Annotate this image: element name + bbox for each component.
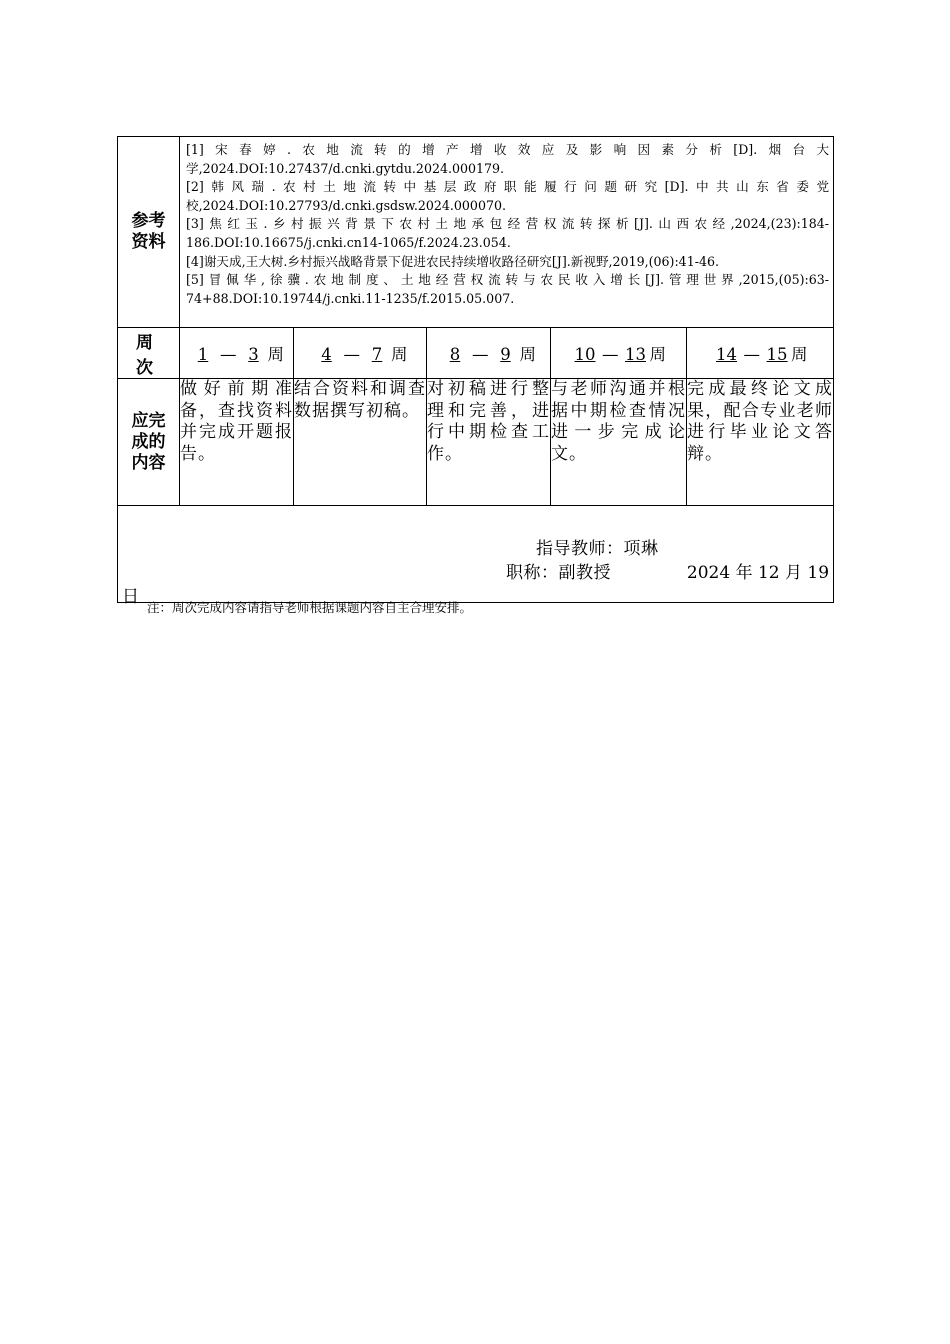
signature-cell: [118, 506, 834, 607]
advisor-title: 职称：副教授: [506, 563, 611, 583]
period-content: 做好前期准备，查找资料并完成开题报告。: [180, 379, 294, 506]
task-form-table: [117, 136, 834, 607]
content-row: [118, 379, 834, 506]
period-content: 对初稿进行整理和完善，进行中期检查工作。: [427, 379, 551, 506]
week-start: 1: [197, 345, 209, 364]
week-end: 15: [766, 345, 788, 364]
content-label: 应完成的内容: [118, 379, 180, 506]
period-content: 与老师沟通并根据中期检查情况进一步完成论文。: [551, 379, 687, 506]
week-start: 8: [449, 345, 461, 364]
week-range: 4 — 7 周: [294, 328, 427, 379]
week-end: 3: [248, 345, 259, 364]
signature-row: [118, 506, 834, 603]
footnote: 注：周次完成内容请指导老师根据课题内容自主合理安排。: [147, 600, 473, 615]
week-end: 9: [500, 345, 511, 364]
week-range: 8 — 9 周: [427, 328, 551, 379]
week-end: 13: [625, 345, 646, 364]
week-row: [118, 328, 834, 379]
period-content: 完成最终论文成果，配合专业老师进行毕业论文答辩。: [687, 379, 834, 506]
references-label: 参考资料: [118, 137, 180, 328]
reference-item: [2]韩风瑞.农村土地流转中基层政府职能履行问题研究[D].中共山东省委党校,2024.DOI:10.27793/d.cnki.gsdsw.2024.000070.: [186, 179, 830, 213]
sign-date: 2024 年 12 月 19: [686, 563, 830, 583]
sign-date-day: 日: [122, 587, 139, 607]
week-start: 14: [716, 345, 738, 364]
week-label: 周 次: [118, 328, 180, 379]
signature-area: [118, 506, 833, 607]
period-content: 结合资料和调查数据撰写初稿。: [294, 379, 427, 506]
week-end: 7: [371, 345, 383, 364]
week-range: 14 — 15 周: [687, 328, 834, 379]
reference-item: [5]冒佩华,徐骥.农地制度、土地经营权流转与农民收入增长[J].管理世界,2015,(05):63-74+88.DOI:10.19744/j.cnki.11-1235/f.2015.05.007.: [186, 272, 830, 306]
references-list: [180, 137, 833, 308]
reference-item: [3]焦红玉.乡村振兴背景下农村土地承包经营权流转探析[J].山西农经,2024,(23):184-186.DOI:10.16675/j.cnki.cn14-1065/f.2024.23.054.: [186, 216, 830, 250]
references-cell: [180, 137, 834, 328]
references-row: [118, 137, 834, 328]
week-start: 10: [574, 345, 596, 364]
advisor-name: 指导教师：项琳: [536, 539, 659, 559]
week-range: 1 — 3 周: [180, 328, 294, 379]
reference-item: [1]宋春婷.农地流转的增产增收效应及影响因素分析[D].烟台大学,2024.DOI:10.27437/d.cnki.gytdu.2024.000179.: [186, 142, 830, 176]
reference-item: [4]谢天成,王大树.乡村振兴战略背景下促进农民持续增收路径研究[J].新视野,2019,(06):41-46.: [186, 253, 719, 269]
week-start: 4: [321, 345, 332, 364]
week-range: 10 — 13 周: [551, 328, 687, 379]
